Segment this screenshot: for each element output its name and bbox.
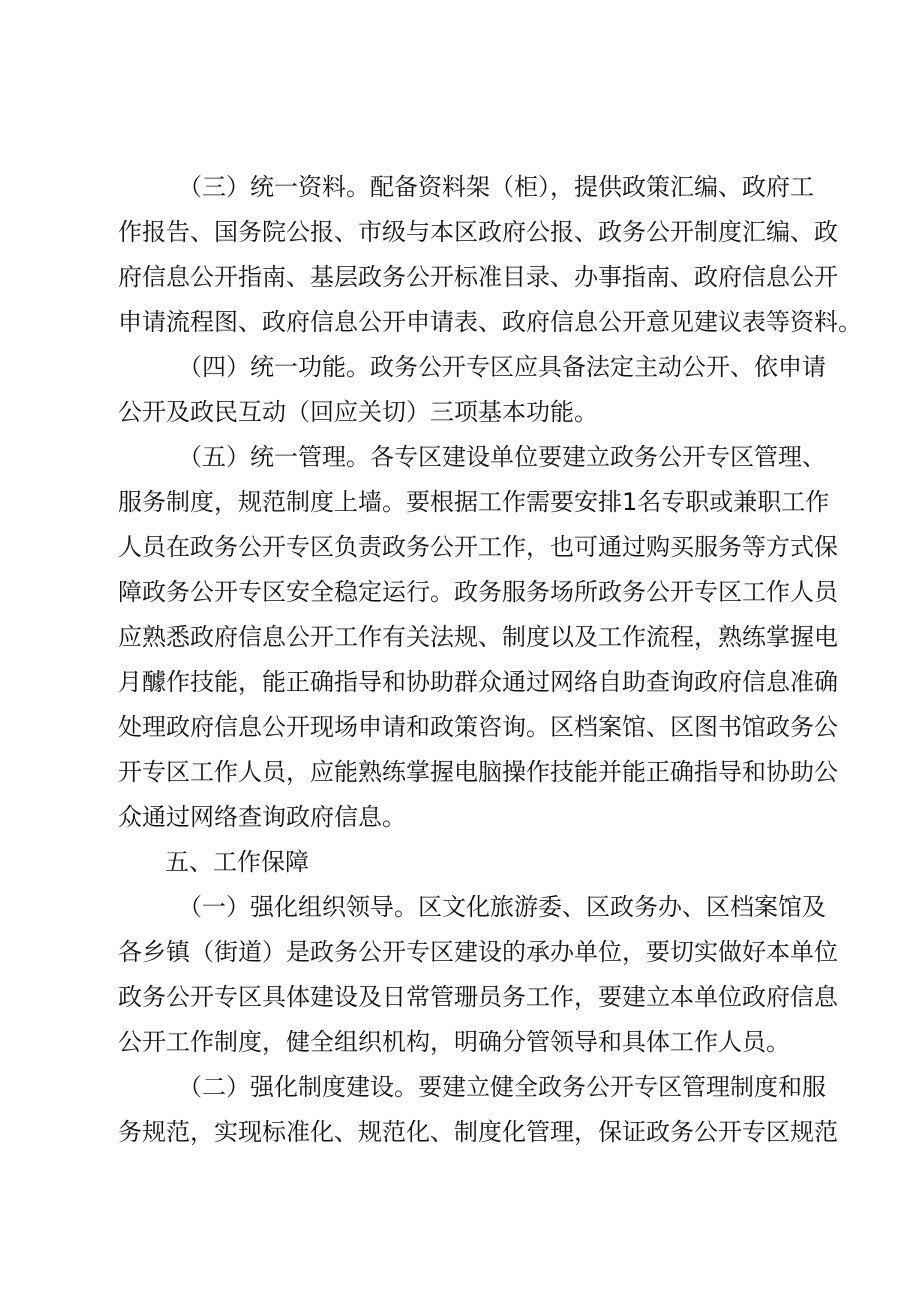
para-6-line-1: （一）强化组织领导。区文化旅游委、区政务办、区档案馆及 [178, 893, 826, 921]
para-3-line-2: 作报告、国务院公报、市级与本区政府公报、政务公开制度汇编、政 [118, 218, 838, 246]
para-4-line-1: （四）统一功能。政务公开专区应具备法定主动公开、依申请 [178, 353, 826, 381]
para-6-line-3: 政务公开专区具体建设及日常管珊员务工作，要建立本单位政府信息 [118, 983, 838, 1011]
para-5-line-5: 应熟悉政府信息公开工作有关法规、制度以及工作流程，熟练掌握电 [118, 623, 838, 651]
para-6-line-4: 公开工作制度，健全组织机构，明确分管领导和具体工作人员。 [118, 1028, 790, 1056]
para-7-line-2: 务规范，实现标准化、规范化、制度化管理，保证政务公开专区规范 [118, 1118, 838, 1146]
para-4-line-2: 公开及政民互动（回应关切）三项基本功能。 [118, 398, 598, 426]
para-5-line-6: 月醵作技能，能正确指导和协助群众通过网络自助查询政府信息准确 [118, 668, 838, 696]
para-3-line-4: 申请流程图、政府信息公开申请表、政府信息公开意见建议表等资料。 [118, 308, 862, 336]
para-6-line-2: 各乡镇（街道）是政务公开专区建设的承办单位，要切实做好本单位 [118, 938, 838, 966]
para-5-line-9: 众通过网络查询政府信息。 [118, 803, 406, 831]
para-3-line-3: 府信息公开指南、基层政务公开标准目录、办事指南、政府信息公开 [118, 263, 838, 291]
para-5-line-2: 服务制度，规范制度上墙。要根据工作需要安排1名专职或兼职工作 [118, 488, 830, 516]
para-5-line-8: 开专区工作人员，应能熟练掌握电脑操作技能并能正确指导和协助公 [118, 758, 838, 786]
section-heading: 五、工作保障 [165, 848, 309, 876]
para-5-line-7: 处理政府信息公开现场申请和政策咨询。区档案馆、区图书馆政务公 [118, 713, 838, 741]
para-5-line-3: 人员在政务公开专区负责政务公开工作，也可通过购买服务等方式保 [118, 533, 838, 561]
para-5-line-4: 障政务公开专区安全稳定运行。政务服务场所政务公开专区工作人员 [118, 578, 838, 606]
para-7-line-1: （二）强化制度建设。要建立健全政务公开专区管理制度和服 [178, 1073, 826, 1101]
para-3-line-1: （三）统一资料。配备资料架（柜），提供政策汇编、政府工 [178, 173, 814, 201]
para-5-line-1: （五）统一管理。各专区建设单位要建立政务公开专区管理、 [178, 443, 826, 471]
